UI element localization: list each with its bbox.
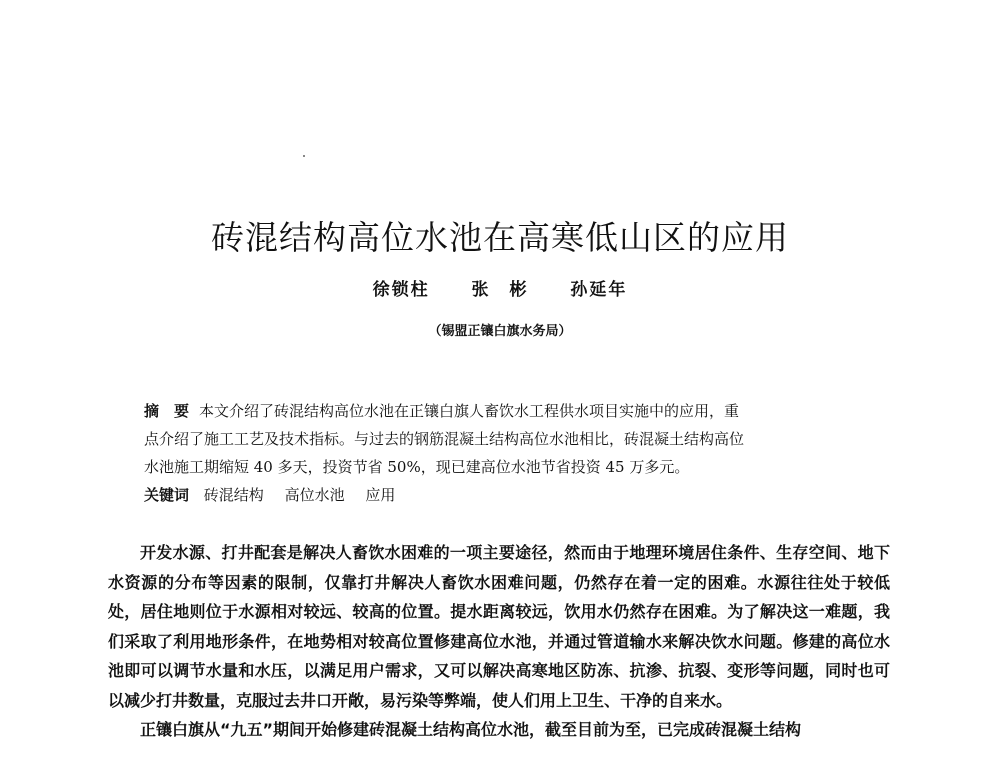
keyword: 应用: [365, 486, 396, 504]
author-name: 孙延年: [570, 280, 628, 300]
paragraph: 开发水源、打井配套是解决人畜饮水困难的一项主要途径，然而由于地理环境居住条件、生存空间、地下水资源的分布等因素的限制，仅靠打井解决人畜饮水困难问题，仍然存在着一定的困难。水源往往处于较低处，居住地则位于水源相对较远、较高的位置。提水距离较远，饮用水仍然存在困难。为了解决这一难题，我们采取了利用地形条件，在地势相对较高位置修建高位水池，并通过管道输水来解决饮水问题。修建的高位水池即可以调节水量和水压，以满足用户需求，又可以解决高寒地区防冻、抗渗、抗裂、变形等问题，同时也可以减少打井数量，克服过去井口开敞，易污染等弊端，使人们用上卫生、干净的自来水。: [108, 543, 890, 710]
paragraph: 正镶白旗从“九五”期间开始修建砖混凝土结构高位水池，截至目前为至，已完成砖混凝土结构: [140, 720, 802, 739]
author-list: [0, 275, 1000, 300]
affiliation: （锡盟正镶白旗水务局）: [428, 324, 572, 339]
paper-title: 砖混结构高位水池在高寒低山区的应用: [211, 218, 789, 258]
keywords-line: [144, 481, 884, 509]
author-name: 张 彬: [471, 280, 529, 300]
author-name: 徐锁柱: [372, 280, 430, 300]
keywords-label: 关键词: [144, 486, 190, 504]
abstract-block: [144, 397, 884, 509]
abstract-text: 本文介绍了砖混结构高位水池在正镶白旗人畜饮水工程供水项目实施中的应用，重: [199, 402, 740, 420]
scan-speck: [303, 155, 305, 157]
abstract-line: 水池施工期缩短 40 多天，投资节省 50%，现已建高位水池节省投资 45 万多元。: [144, 458, 690, 476]
keyword: 砖混结构: [203, 486, 264, 504]
abstract-label: 摘 要: [144, 402, 190, 420]
keyword: 高位水池: [284, 486, 345, 504]
abstract-line: 点介绍了施工工艺及技术指标。与过去的钢筋混凝土结构高位水池相比，砖混凝土结构高位: [144, 430, 745, 448]
body-text: [108, 538, 890, 745]
abstract-line: [144, 397, 884, 425]
